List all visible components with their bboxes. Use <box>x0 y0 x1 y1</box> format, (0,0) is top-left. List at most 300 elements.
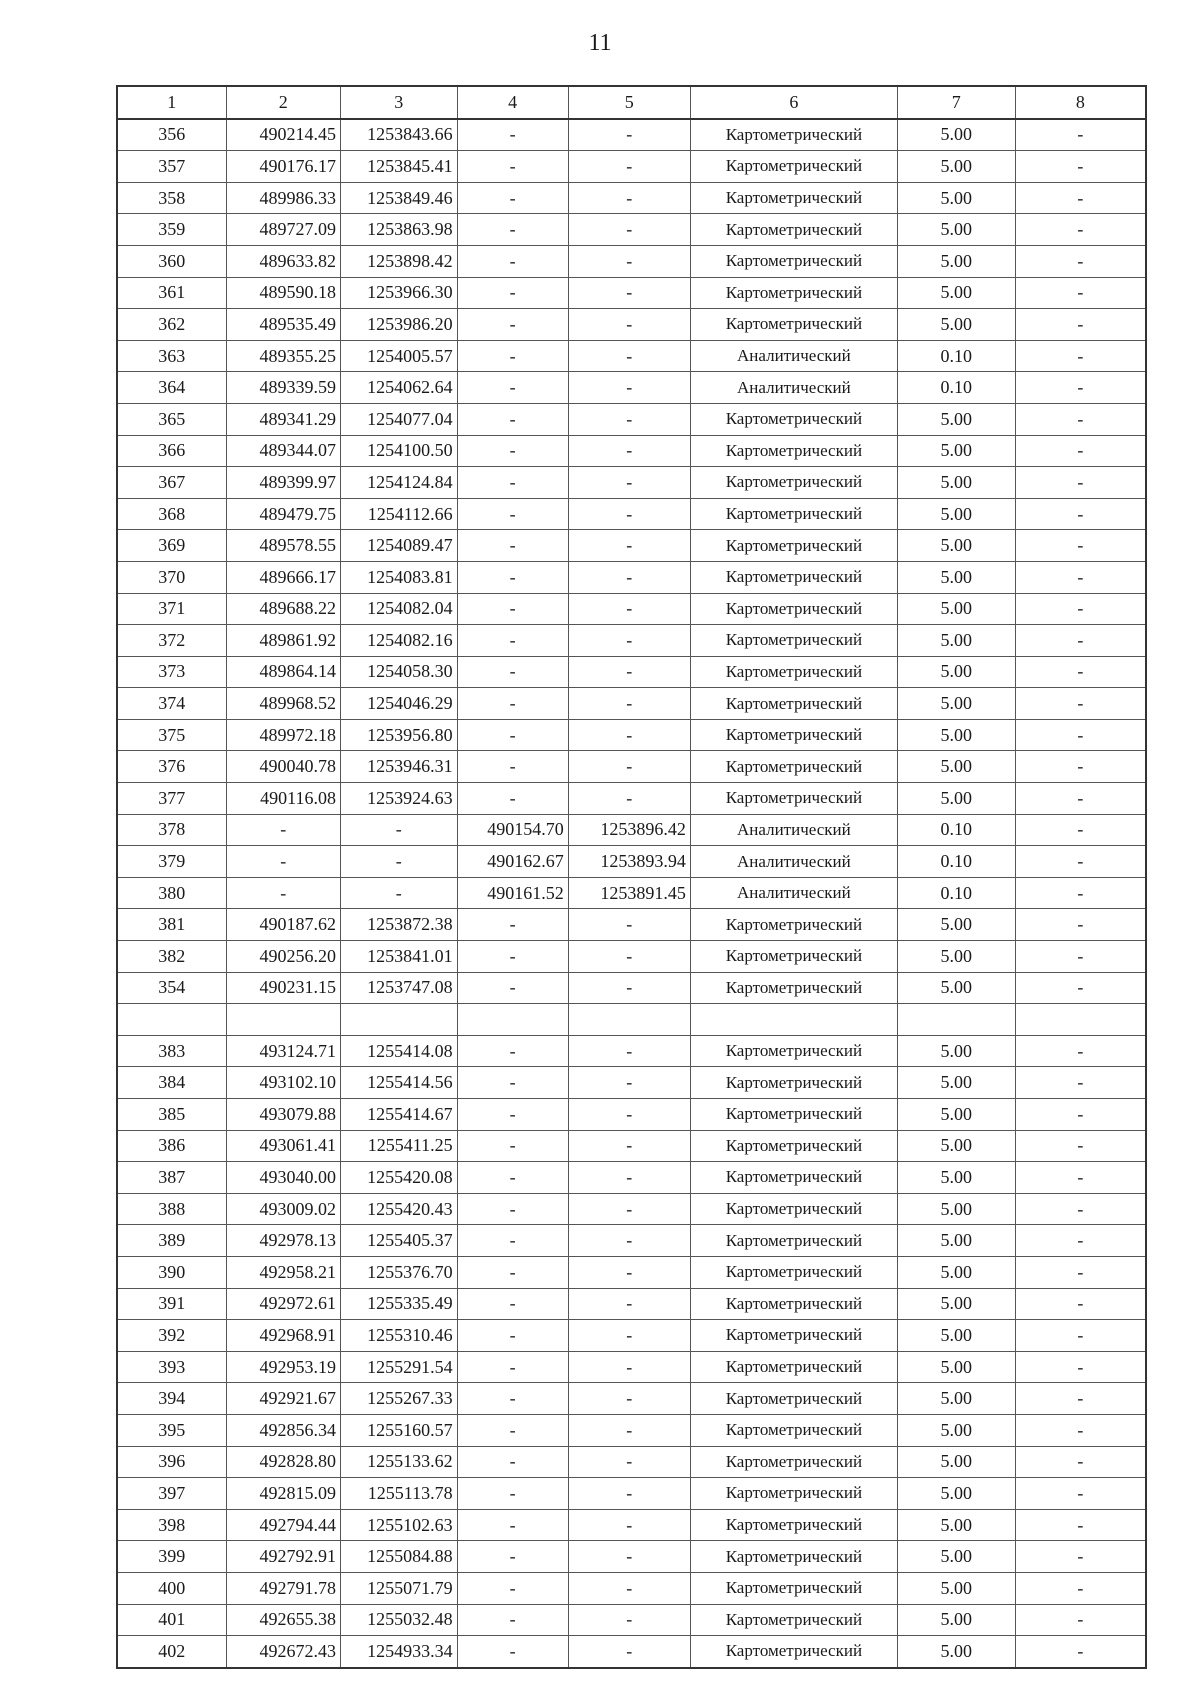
table-cell-col-7: 0.10 <box>897 340 1015 372</box>
table-cell-col-5 <box>568 1004 690 1036</box>
table-cell-col-6: Картометрический <box>690 1067 897 1099</box>
table-cell-col-2: 493124.71 <box>226 1035 340 1067</box>
table-cell-col-4: - <box>457 1225 568 1257</box>
table-cell-col-4: - <box>457 1193 568 1225</box>
table-cell-col-5: - <box>568 119 690 151</box>
table-cell-col-6: Картометрический <box>690 403 897 435</box>
table-row <box>117 1414 1146 1446</box>
table-cell-col-7: 5.00 <box>897 656 1015 688</box>
table-cell-col-3: 1254089.47 <box>340 530 457 562</box>
table-cell-col-7: 5.00 <box>897 593 1015 625</box>
table-cell-col-4: - <box>457 1035 568 1067</box>
table-cell-col-2: 492958.21 <box>226 1256 340 1288</box>
table-cell-col-8: - <box>1015 909 1146 941</box>
table-cell-col-5: - <box>568 688 690 720</box>
table-cell-col-3: 1253747.08 <box>340 972 457 1004</box>
table-cell-col-7: 5.00 <box>897 119 1015 151</box>
table-row <box>117 498 1146 530</box>
table-cell-col-4: - <box>457 214 568 246</box>
table-cell-col-5: - <box>568 1225 690 1257</box>
table-cell-col-3: 1255414.08 <box>340 1035 457 1067</box>
table-cell-col-6: Картометрический <box>690 182 897 214</box>
table-cell-col-2: 490187.62 <box>226 909 340 941</box>
table-cell-col-2: 490231.15 <box>226 972 340 1004</box>
table-cell-col-6: Аналитический <box>690 846 897 878</box>
table-cell-col-4: - <box>457 1604 568 1636</box>
table-cell-col-1: 392 <box>117 1320 226 1352</box>
table-cell-col-2: 490256.20 <box>226 941 340 973</box>
table-cell-col-7: 5.00 <box>897 1351 1015 1383</box>
table-cell-col-5: 1253891.45 <box>568 877 690 909</box>
table-cell-col-7: 5.00 <box>897 214 1015 246</box>
table-cell-col-2: 493061.41 <box>226 1130 340 1162</box>
table-cell-col-1: 397 <box>117 1478 226 1510</box>
table-cell-col-3: 1253872.38 <box>340 909 457 941</box>
table-cell-col-2: 492972.61 <box>226 1288 340 1320</box>
table-cell-col-2: 492672.43 <box>226 1636 340 1668</box>
table-cell-col-7: 0.10 <box>897 846 1015 878</box>
table-cell-col-1 <box>117 1004 226 1036</box>
table-row <box>117 561 1146 593</box>
table-cell-col-5: - <box>568 751 690 783</box>
table-cell-col-6: Картометрический <box>690 1572 897 1604</box>
table-cell-col-5: - <box>568 909 690 941</box>
table-cell-col-4: - <box>457 1162 568 1194</box>
table-cell-col-2: 492921.67 <box>226 1383 340 1415</box>
table-cell-col-6: Картометрический <box>690 1256 897 1288</box>
table-row <box>117 1130 1146 1162</box>
table-cell-col-1: 369 <box>117 530 226 562</box>
table-cell-col-2: 489986.33 <box>226 182 340 214</box>
table-cell-col-4: - <box>457 1414 568 1446</box>
table-cell-col-7: 5.00 <box>897 1509 1015 1541</box>
table-row <box>117 846 1146 878</box>
table-cell-col-5: - <box>568 182 690 214</box>
table-cell-col-2: 492978.13 <box>226 1225 340 1257</box>
table-cell-col-8: - <box>1015 403 1146 435</box>
table-row <box>117 1383 1146 1415</box>
table-cell-col-3: - <box>340 846 457 878</box>
table-cell-col-6: Картометрический <box>690 530 897 562</box>
table-cell-col-8: - <box>1015 1414 1146 1446</box>
table-cell-col-7: 5.00 <box>897 151 1015 183</box>
table-cell-col-1: 354 <box>117 972 226 1004</box>
table-cell-col-6: Картометрический <box>690 909 897 941</box>
table-cell-col-2: 492828.80 <box>226 1446 340 1478</box>
table-cell-col-5: - <box>568 214 690 246</box>
table-cell-col-8: - <box>1015 1256 1146 1288</box>
table-cell-col-1: 364 <box>117 372 226 404</box>
table-cell-col-7: 0.10 <box>897 372 1015 404</box>
table-row <box>117 340 1146 372</box>
table-cell-col-6: Аналитический <box>690 372 897 404</box>
table-cell-col-5: - <box>568 309 690 341</box>
table-cell-col-5: 1253896.42 <box>568 814 690 846</box>
table-cell-col-5: - <box>568 245 690 277</box>
table-cell-col-1: 394 <box>117 1383 226 1415</box>
table-cell-col-7: 5.00 <box>897 182 1015 214</box>
table-cell-col-3: 1254100.50 <box>340 435 457 467</box>
table-cell-col-6: Аналитический <box>690 814 897 846</box>
table-cell-col-3: 1254062.64 <box>340 372 457 404</box>
table-cell-col-7: 5.00 <box>897 1193 1015 1225</box>
table-cell-col-5: - <box>568 498 690 530</box>
table-cell-col-5: - <box>568 1288 690 1320</box>
table-cell-col-1: 396 <box>117 1446 226 1478</box>
table-body <box>117 119 1146 1668</box>
table-cell-col-3: 1255102.63 <box>340 1509 457 1541</box>
table-cell-col-4: - <box>457 1351 568 1383</box>
table-cell-col-6: Картометрический <box>690 1225 897 1257</box>
table-cell-col-8: - <box>1015 751 1146 783</box>
table-row <box>117 1636 1146 1668</box>
table-cell-col-6: Картометрический <box>690 1351 897 1383</box>
table-cell-col-8: - <box>1015 245 1146 277</box>
table-cell-col-8: - <box>1015 151 1146 183</box>
table-row <box>117 751 1146 783</box>
table-cell-col-4: - <box>457 309 568 341</box>
column-header-7: 7 <box>897 86 1015 119</box>
table-cell-col-1: 398 <box>117 1509 226 1541</box>
table-cell-col-4: - <box>457 1256 568 1288</box>
table-cell-col-8: - <box>1015 1035 1146 1067</box>
table-cell-col-2: 490176.17 <box>226 151 340 183</box>
table-row <box>117 245 1146 277</box>
table-cell-col-3: 1255420.08 <box>340 1162 457 1194</box>
table-cell-col-1: 380 <box>117 877 226 909</box>
table-row <box>117 530 1146 562</box>
table-cell-col-6: Картометрический <box>690 972 897 1004</box>
table-cell-col-8: - <box>1015 214 1146 246</box>
table-cell-col-5: - <box>568 151 690 183</box>
table-cell-col-4: - <box>457 593 568 625</box>
table-row <box>117 467 1146 499</box>
table-cell-col-2: 492655.38 <box>226 1604 340 1636</box>
table-cell-col-3: 1255071.79 <box>340 1572 457 1604</box>
table-cell-col-3: - <box>340 877 457 909</box>
table-cell-col-2: 489972.18 <box>226 719 340 751</box>
table-cell-col-6: Картометрический <box>690 1130 897 1162</box>
table-cell-col-3: 1254005.57 <box>340 340 457 372</box>
table-cell-col-5: - <box>568 467 690 499</box>
table-cell-col-3: 1254077.04 <box>340 403 457 435</box>
table-cell-col-2: 493040.00 <box>226 1162 340 1194</box>
table-cell-col-2: - <box>226 846 340 878</box>
table-cell-col-8: - <box>1015 593 1146 625</box>
table-cell-col-4: - <box>457 656 568 688</box>
table-cell-col-8 <box>1015 1004 1146 1036</box>
table-cell-col-1: 385 <box>117 1099 226 1131</box>
table-cell-col-2: 489479.75 <box>226 498 340 530</box>
table-cell-col-5: 1253893.94 <box>568 846 690 878</box>
table-row <box>117 1067 1146 1099</box>
table-cell-col-8: - <box>1015 182 1146 214</box>
table-cell-col-6: Картометрический <box>690 435 897 467</box>
table-cell-col-8: - <box>1015 530 1146 562</box>
table-cell-col-3: 1255291.54 <box>340 1351 457 1383</box>
table-cell-col-7: 5.00 <box>897 625 1015 657</box>
table-cell-col-6: Картометрический <box>690 498 897 530</box>
table-row <box>117 435 1146 467</box>
table-cell-col-7: 5.00 <box>897 1414 1015 1446</box>
table-cell-col-2: 490214.45 <box>226 119 340 151</box>
table-cell-col-4: - <box>457 1446 568 1478</box>
table-cell-col-5: - <box>568 1541 690 1573</box>
table-cell-col-1: 382 <box>117 941 226 973</box>
table-cell-col-2: - <box>226 814 340 846</box>
table-cell-col-4: - <box>457 941 568 973</box>
table-cell-col-1: 399 <box>117 1541 226 1573</box>
table-cell-col-5: - <box>568 1256 690 1288</box>
table-cell-col-2: 489399.97 <box>226 467 340 499</box>
table-cell-col-5: - <box>568 1193 690 1225</box>
table-cell-col-4: - <box>457 1130 568 1162</box>
table-cell-col-2: 492856.34 <box>226 1414 340 1446</box>
table-cell-col-2: 489341.29 <box>226 403 340 435</box>
table-cell-col-5: - <box>568 1604 690 1636</box>
table-cell-col-3: 1255084.88 <box>340 1541 457 1573</box>
table-cell-col-4: - <box>457 119 568 151</box>
table-row <box>117 1478 1146 1510</box>
page-number: 11 <box>588 30 612 56</box>
table-cell-col-7: 0.10 <box>897 814 1015 846</box>
table-row <box>117 909 1146 941</box>
table-cell-col-6: Картометрический <box>690 1509 897 1541</box>
table-cell-col-3: 1254082.16 <box>340 625 457 657</box>
table-cell-col-8: - <box>1015 1130 1146 1162</box>
table-cell-col-7: 5.00 <box>897 1320 1015 1352</box>
table-cell-col-7: 5.00 <box>897 1288 1015 1320</box>
table-cell-col-4: - <box>457 403 568 435</box>
table-cell-col-1: 361 <box>117 277 226 309</box>
table-cell-col-5: - <box>568 435 690 467</box>
table-cell-col-7: 5.00 <box>897 1478 1015 1510</box>
table-cell-col-3: 1253863.98 <box>340 214 457 246</box>
table-cell-col-5: - <box>568 1383 690 1415</box>
table-cell-col-4: - <box>457 1383 568 1415</box>
table-cell-col-8: - <box>1015 1099 1146 1131</box>
table-cell-col-4: - <box>457 1288 568 1320</box>
table-cell-col-4: - <box>457 783 568 815</box>
table-cell-col-6: Картометрический <box>690 1099 897 1131</box>
table-cell-col-6: Аналитический <box>690 340 897 372</box>
table-row <box>117 1225 1146 1257</box>
table-cell-col-5: - <box>568 1636 690 1668</box>
table-cell-col-7: 5.00 <box>897 1636 1015 1668</box>
table-cell-col-1: 378 <box>117 814 226 846</box>
table-cell-col-5: - <box>568 561 690 593</box>
table-row <box>117 214 1146 246</box>
table-cell-col-1: 376 <box>117 751 226 783</box>
table-cell-col-1: 362 <box>117 309 226 341</box>
table-cell-col-7: 5.00 <box>897 1162 1015 1194</box>
table-cell-col-7: 5.00 <box>897 467 1015 499</box>
table-row <box>117 403 1146 435</box>
table-cell-col-2: 489727.09 <box>226 214 340 246</box>
table-cell-col-3: 1253898.42 <box>340 245 457 277</box>
table-row <box>117 941 1146 973</box>
table-cell-col-3: 1255376.70 <box>340 1256 457 1288</box>
table-cell-col-4: - <box>457 625 568 657</box>
table-cell-col-3: 1253956.80 <box>340 719 457 751</box>
table-cell-col-6: Картометрический <box>690 1478 897 1510</box>
table-cell-col-4: - <box>457 561 568 593</box>
table-cell-col-1: 393 <box>117 1351 226 1383</box>
table-cell-col-1: 373 <box>117 656 226 688</box>
table-row <box>117 656 1146 688</box>
table-row <box>117 1572 1146 1604</box>
table-cell-col-2: 492792.91 <box>226 1541 340 1573</box>
table-cell-col-7: 5.00 <box>897 561 1015 593</box>
table-cell-col-1: 400 <box>117 1572 226 1604</box>
table-cell-col-5: - <box>568 1478 690 1510</box>
table-cell-col-5: - <box>568 783 690 815</box>
table-cell-col-4: - <box>457 530 568 562</box>
table-row <box>117 783 1146 815</box>
table-cell-col-7: 5.00 <box>897 1067 1015 1099</box>
table-cell-col-2: 489688.22 <box>226 593 340 625</box>
table-cell-col-6: Картометрический <box>690 656 897 688</box>
table-cell-col-2: 493102.10 <box>226 1067 340 1099</box>
table-cell-col-3: 1255405.37 <box>340 1225 457 1257</box>
table-cell-col-6: Картометрический <box>690 467 897 499</box>
table-cell-col-2: 492953.19 <box>226 1351 340 1383</box>
table-cell-col-6: Картометрический <box>690 151 897 183</box>
table-cell-col-4: - <box>457 182 568 214</box>
table-cell-col-4: - <box>457 1572 568 1604</box>
table-cell-col-8: - <box>1015 1288 1146 1320</box>
table-cell-col-4: - <box>457 151 568 183</box>
table-row <box>117 1256 1146 1288</box>
table-cell-col-3: 1255420.43 <box>340 1193 457 1225</box>
table-cell-col-1: 358 <box>117 182 226 214</box>
table-cell-col-4: - <box>457 751 568 783</box>
table-cell-col-7: 5.00 <box>897 1604 1015 1636</box>
table-cell-col-2: 490116.08 <box>226 783 340 815</box>
column-header-8: 8 <box>1015 86 1146 119</box>
table-cell-col-3: 1253841.01 <box>340 941 457 973</box>
table-row <box>117 719 1146 751</box>
table-cell-col-2: 489864.14 <box>226 656 340 688</box>
table-cell-col-6: Картометрический <box>690 1604 897 1636</box>
table-cell-col-1: 384 <box>117 1067 226 1099</box>
table-cell-col-3: 1254058.30 <box>340 656 457 688</box>
table-cell-col-5: - <box>568 719 690 751</box>
table-row <box>117 119 1146 151</box>
table-row <box>117 182 1146 214</box>
table-cell-col-1: 360 <box>117 245 226 277</box>
table-cell-col-5: - <box>568 1446 690 1478</box>
table-cell-col-8: - <box>1015 561 1146 593</box>
coordinates-table <box>116 85 1147 1669</box>
table-cell-col-2: 489590.18 <box>226 277 340 309</box>
table-cell-col-3: 1255267.33 <box>340 1383 457 1415</box>
table-cell-col-1: 391 <box>117 1288 226 1320</box>
table-cell-col-7: 5.00 <box>897 309 1015 341</box>
table-cell-col-7: 5.00 <box>897 1446 1015 1478</box>
table-cell-col-2: 489633.82 <box>226 245 340 277</box>
table-cell-col-2 <box>226 1004 340 1036</box>
table-cell-col-5: - <box>568 1351 690 1383</box>
table-cell-col-5: - <box>568 1130 690 1162</box>
table-cell-col-1: 359 <box>117 214 226 246</box>
table-cell-col-1: 386 <box>117 1130 226 1162</box>
table-cell-col-7: 5.00 <box>897 1541 1015 1573</box>
table-cell-col-3: 1253946.31 <box>340 751 457 783</box>
table-cell-col-1: 381 <box>117 909 226 941</box>
column-header-3: 3 <box>340 86 457 119</box>
table-row <box>117 1541 1146 1573</box>
table-cell-col-1: 390 <box>117 1256 226 1288</box>
table-cell-col-7: 0.10 <box>897 877 1015 909</box>
table-cell-col-6: Картометрический <box>690 245 897 277</box>
table-cell-col-6: Картометрический <box>690 751 897 783</box>
table-cell-col-3: 1255032.48 <box>340 1604 457 1636</box>
table-cell-col-1: 379 <box>117 846 226 878</box>
table-cell-col-5: - <box>568 403 690 435</box>
table-cell-col-1: 377 <box>117 783 226 815</box>
table-cell-col-1: 383 <box>117 1035 226 1067</box>
table-cell-col-6 <box>690 1004 897 1036</box>
table-cell-col-5: - <box>568 1509 690 1541</box>
table-cell-col-3: 1255160.57 <box>340 1414 457 1446</box>
table-cell-col-4: - <box>457 1478 568 1510</box>
table-cell-col-3: 1255113.78 <box>340 1478 457 1510</box>
table-cell-col-8: - <box>1015 435 1146 467</box>
table-cell-col-1: 356 <box>117 119 226 151</box>
table-cell-col-7: 5.00 <box>897 1035 1015 1067</box>
column-header-1: 1 <box>117 86 226 119</box>
table-cell-col-1: 367 <box>117 467 226 499</box>
table-row <box>117 814 1146 846</box>
table-cell-col-7: 5.00 <box>897 403 1015 435</box>
table-cell-col-5: - <box>568 1320 690 1352</box>
table-cell-col-8: - <box>1015 119 1146 151</box>
table-cell-col-1: 357 <box>117 151 226 183</box>
table-cell-col-7: 5.00 <box>897 941 1015 973</box>
table-cell-col-5: - <box>568 1414 690 1446</box>
table-cell-col-5: - <box>568 1035 690 1067</box>
table-cell-col-4: - <box>457 1320 568 1352</box>
table-cell-col-4: 490154.70 <box>457 814 568 846</box>
table-cell-col-2: 493079.88 <box>226 1099 340 1131</box>
table-cell-col-7: 5.00 <box>897 972 1015 1004</box>
table-cell-col-5: - <box>568 1099 690 1131</box>
table-cell-col-6: Картометрический <box>690 561 897 593</box>
table-row <box>117 1099 1146 1131</box>
table-cell-col-4: - <box>457 688 568 720</box>
table-cell-col-1: 374 <box>117 688 226 720</box>
table-cell-col-4: - <box>457 245 568 277</box>
table-cell-col-8: - <box>1015 846 1146 878</box>
table-cell-col-6: Картометрический <box>690 593 897 625</box>
table-cell-col-1: 387 <box>117 1162 226 1194</box>
table-cell-col-8: - <box>1015 1351 1146 1383</box>
table-row <box>117 1162 1146 1194</box>
table-cell-col-8: - <box>1015 1225 1146 1257</box>
table-cell-col-6: Картометрический <box>690 309 897 341</box>
table-cell-col-6: Картометрический <box>690 1288 897 1320</box>
table-cell-col-8: - <box>1015 498 1146 530</box>
table-cell-col-3: 1253986.20 <box>340 309 457 341</box>
table-cell-col-4: - <box>457 498 568 530</box>
table-row <box>117 1035 1146 1067</box>
table-cell-col-5: - <box>568 656 690 688</box>
table-cell-col-6: Картометрический <box>690 783 897 815</box>
table-cell-col-8: - <box>1015 340 1146 372</box>
table-cell-col-4: 490162.67 <box>457 846 568 878</box>
table-cell-col-5: - <box>568 1067 690 1099</box>
